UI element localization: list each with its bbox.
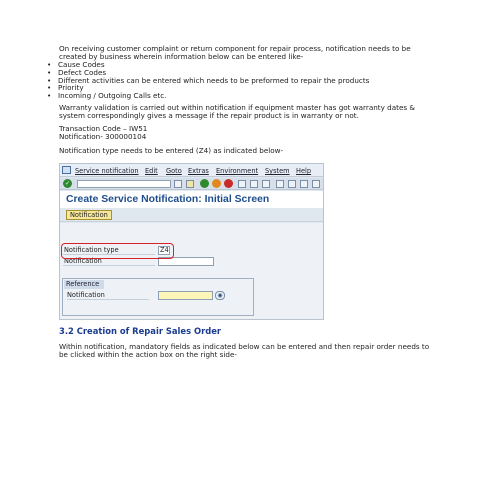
find-icon[interactable] [250,180,258,188]
search-help-icon[interactable]: ◉ [215,291,225,300]
reference-notification-label: Notification [67,291,149,300]
menu-help[interactable]: Help [296,167,312,175]
application-toolbar [60,209,323,222]
page-title: Create Service Notification: Initial Screen [66,194,270,205]
previous-page-icon[interactable] [288,180,296,188]
menu-environment[interactable]: Environment [216,167,259,175]
warranty-line-2: system correspondingly gives a message if the repair product is in warranty or not. [59,111,359,120]
list-item: • Priority [47,84,369,92]
sap-screenshot [59,163,324,320]
command-field[interactable] [77,180,171,188]
last-page-icon[interactable] [312,180,320,188]
notification-number: Notification- 300000104 [59,132,147,141]
list-item: • Different activities can be entered which needs to be preformed to repair the products [47,77,369,85]
list-item: • Incoming / Outgoing Calls etc. [47,92,369,100]
reference-group-title: Reference [64,280,104,289]
print-icon[interactable] [238,180,246,188]
menu-goto[interactable]: Goto [166,167,182,175]
exit-icon[interactable] [212,179,221,188]
back-icon[interactable] [200,179,209,188]
system-menu-icon[interactable] [62,166,71,174]
cancel-icon[interactable] [224,179,233,188]
title-area [60,191,323,208]
menu-extras[interactable]: Extras [188,167,209,175]
list-item: • Defect Codes [47,69,369,77]
reference-notification-input[interactable] [158,291,213,300]
standard-toolbar [60,178,323,190]
highlight-box [61,243,174,259]
menu-system[interactable]: System [265,167,290,175]
intro-line-2: created by business wherein information below can be entered like- [59,52,304,61]
find-next-icon[interactable] [262,180,270,188]
reference-group [62,278,254,316]
notification-type-input[interactable]: Z4 [160,246,169,254]
list-item: • Cause Codes [47,61,369,69]
content-area [60,223,323,320]
save-icon[interactable] [186,180,194,188]
menu-bar [60,164,323,177]
menu-service-notification[interactable]: Service notification [75,167,139,175]
dropdown-icon[interactable] [174,180,182,188]
section-heading: 3.2 Creation of Repair Sales Order [59,326,222,336]
transaction-code: Transaction Code – IW51 [59,124,148,133]
bullet-list [47,61,369,100]
notification-type-label: Notification type [63,246,155,255]
outro-line-1: Within notification, mandatory fields as indicated below can be entered and then repair order needs to [59,342,430,351]
menu-edit[interactable]: Edit [145,167,158,175]
warranty-line-1: Warranty validation is carried out within notification if equipment master has got warranty dates & [59,103,415,112]
next-page-icon[interactable] [300,180,308,188]
intro-line-1: On receiving customer complaint or return component for repair process, notification needs to be [59,44,411,53]
notification-label: Notification [63,257,155,266]
notification-button[interactable]: Notification [66,210,112,220]
check-icon[interactable]: ✓ [64,180,71,187]
outro-line-2: be clicked within the action box on the right side- [59,350,238,359]
notification-type-instruction: Notification type needs to be entered (Z4) as indicated below- [59,146,284,155]
first-page-icon[interactable] [276,180,284,188]
